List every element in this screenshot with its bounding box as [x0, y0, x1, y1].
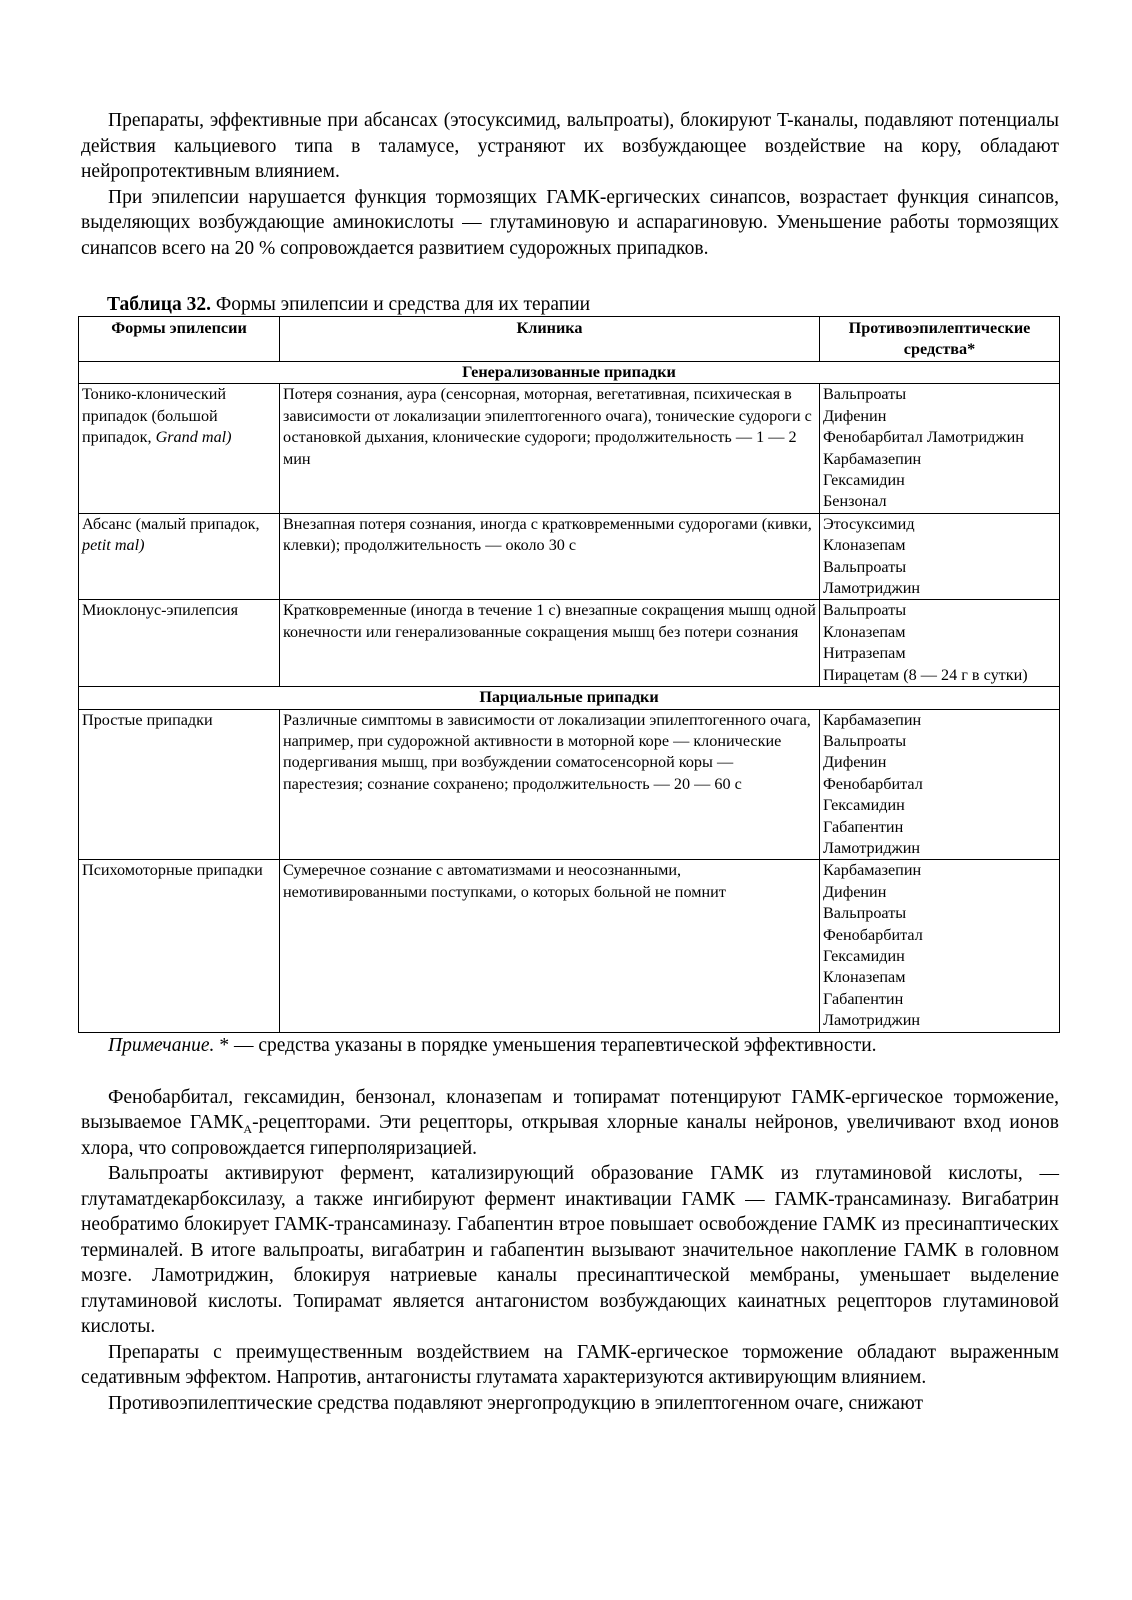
drug-item: Гексамидин [823, 946, 905, 965]
table-row [79, 384, 1060, 513]
closing-paragraph-3: Противоэпилептические средства подавляют энергопродукцию в эпилептогенном очаге, снижают [108, 1392, 924, 1414]
epilepsy-table [78, 316, 1060, 1033]
table-row [79, 860, 1060, 1032]
table-caption-number: Таблица 32. [107, 294, 211, 315]
gaba-text-end: -рецепторами. Эти рецепторы, открывая хлорные каналы нейронов, увеличивают вход ионов хлора, что сопровождается гиперполяризацией. [81, 1112, 1059, 1159]
drugs-cell [820, 384, 1060, 513]
drug-item: Клоназепам [823, 968, 906, 987]
form-text: Простые припадки [82, 710, 213, 729]
note-label: Примечание. [108, 1034, 215, 1056]
form-cell [79, 513, 280, 600]
clinic-cell: Внезапная потеря сознания, иногда с кратковременными судорогами (кивки, клевки); продолжительность — около 30 с [280, 513, 820, 600]
drug-item: Дифенин [823, 753, 887, 772]
drug-item: Карбамазепин [823, 449, 922, 468]
form-cell [79, 709, 280, 860]
drug-item: Вальпроаты [823, 385, 907, 404]
drug-item: Бензонал [823, 492, 887, 511]
drugs-cell [820, 513, 1060, 600]
drug-item: Вальпроаты [823, 557, 907, 576]
drug-item: Карбамазепин [823, 861, 922, 880]
drug-item: Клоназепам [823, 622, 906, 641]
table-row [79, 709, 1060, 860]
drug-item: Гексамидин [823, 471, 905, 490]
table-caption [81, 294, 1059, 316]
drugs-cell [820, 860, 1060, 1032]
intro-paragraph-2: При эпилепсии нарушается функция тормозящих ГАМК-ергических синапсов, возрастает функция синапсов, выделяющих возбуждающие аминокислоты — глутаминовую и аспарагиновую. Уменьшение работы тормозящих синапсов всего на 20 % сопровождается развитием судорожных припадков. [81, 186, 1059, 259]
table-caption-text: Формы эпилепсии и средства для их терапии [210, 294, 591, 315]
form-cell [79, 384, 280, 513]
form-cell [79, 600, 280, 687]
section-row-partial [79, 687, 1060, 709]
gaba-text-start: Фенобарбитал, гексамидин, бензонал, клоназепам и топирамат потенцируют ГАМК-ергическое торможение, вызываемое ГАМК [81, 1086, 1059, 1134]
clinic-cell: Кратковременные (иногда в течение 1 с) внезапные сокращения мышц одной конечности или генерализованные сокращения мышц без потери сознания [280, 600, 820, 687]
clinic-cell: Сумеречное сознание с автоматизмами и неосознанными, немотивированными поступками, о которых больной не помнит [280, 860, 820, 1032]
form-text: Миоклонус-эпилепсия [82, 601, 239, 620]
drug-item: Клоназепам [823, 536, 906, 555]
section-row-generalized [79, 362, 1060, 384]
note-text: * — средства указаны в порядке уменьшения терапевтической эффективности. [214, 1034, 877, 1056]
drug-item: Вальпроаты [823, 904, 907, 923]
drug-item: Карбамазепин [823, 710, 922, 729]
form-text: Тонико-клонический припадок (большой припадок, [82, 385, 227, 447]
drug-item: Ламотриджин [823, 838, 921, 857]
drugs-cell [820, 709, 1060, 860]
gaba-subscript: A [243, 1121, 253, 1136]
form-latin: Grand mal) [155, 428, 232, 447]
document-page [81, 108, 1059, 1416]
form-latin: petit mal) [82, 536, 145, 555]
drug-item: Дифенин [823, 406, 887, 425]
drug-item: Фенобарбитал [823, 774, 923, 793]
table-row [79, 513, 1060, 600]
section-title-partial: Парциальные припадки [79, 687, 1060, 709]
clinic-cell: Потеря сознания, аура (сенсорная, моторная, вегетативная, психическая в зависимости от локализации эпилептогенного очага), тонические судороги с остановкой дыхания, клонические судороги; продолжительность — 1 — 2 мин [280, 384, 820, 513]
gaba-paragraph [81, 1085, 1059, 1162]
intro-paragraph-1: Препараты, эффективные при абсансах (этосуксимид, вальпроаты), блокируют T-каналы, подавляют потенциалы действия кальциевого типа в таламусе, устраняют их возбуждающее воздействие на кору, обладают нейропротективным влиянием. [81, 110, 1059, 182]
header-clinic: Клиника [280, 317, 820, 362]
form-text: Психомоторные припадки [82, 861, 263, 880]
drug-item: Ламотриджин [823, 579, 921, 598]
drug-item: Нитразепам [823, 644, 906, 663]
drug-item: Габапентин [823, 817, 904, 836]
clinic-cell: Различные симптомы в зависимости от локализации эпилептогенного очага, например, при судорожной активности в моторной коре — клонические подергивания мышц, при возбуждении соматосенсорной коры — парестезия; сознание сохранено; продолжительность — 20 — 60 с [280, 709, 820, 860]
drug-item: Вальпроаты [823, 601, 907, 620]
form-cell [79, 860, 280, 1032]
drug-item: Ламотриджин [823, 1011, 921, 1030]
table-note [81, 1033, 1059, 1059]
drug-item: Пирацетам (8 — 24 г в сутки) [823, 665, 1028, 684]
table-row [79, 600, 1060, 687]
spacer [81, 261, 1059, 294]
drugs-cell [820, 600, 1060, 687]
closing-paragraph-2: Препараты с преимущественным воздействием на ГАМК-ергическое торможение обладают выраженным седативным эффектом. Напротив, антагонисты глутамата характеризуются активирующим влиянием. [81, 1341, 1059, 1389]
form-text: Абсанс (малый припадок, [82, 514, 260, 533]
section-title-generalized: Генерализованные припадки [79, 362, 1060, 384]
drug-item: Гексамидин [823, 796, 905, 815]
table-header-row [79, 317, 1060, 362]
drug-item: Этосуксимид [823, 514, 915, 533]
drug-item: Фенобарбитал Ламотриджин [823, 428, 1024, 447]
header-forms: Формы эпилепсии [79, 317, 280, 362]
drug-item: Дифенин [823, 882, 887, 901]
drug-item: Габапентин [823, 989, 904, 1008]
drug-item: Фенобарбитал [823, 925, 923, 944]
spacer [81, 1059, 1059, 1085]
closing-paragraph-1: Вальпроаты активируют фермент, катализирующий образование ГАМК из глутаминовой кислоты, — глутаматдекарбоксилазу, а также ингибируют фермент инактивации ГАМК — ГАМК-трансаминазу. Вигабатрин необратимо блокирует ГАМК-трансаминазу. Габапентин втрое повышает освобождение ГАМК из пресинаптических терминалей. В итоге вальпроаты, вигабатрин и габапентин вызывают значительное накопление ГАМК в головном мозге. Ламотриджин, блокируя натриевые каналы пресинаптической мембраны, уменьшает выделение глутаминовой кислоты. Топирамат является антагонистом возбуждающих каинатных рецепторов глутаминовой кислоты. [81, 1163, 1059, 1338]
header-drugs: Противоэпилептические средства* [820, 317, 1060, 362]
drug-item: Вальпроаты [823, 731, 907, 750]
